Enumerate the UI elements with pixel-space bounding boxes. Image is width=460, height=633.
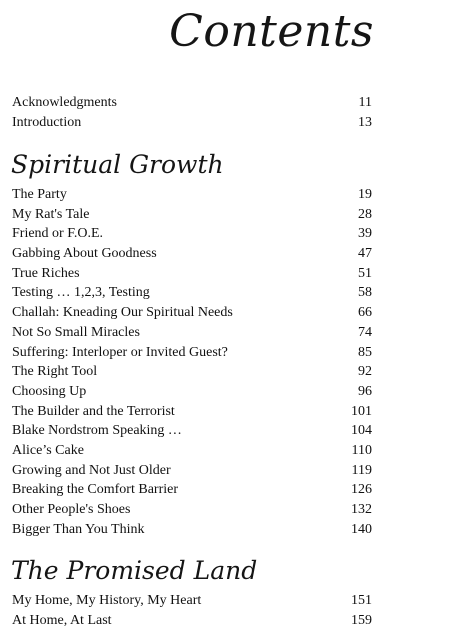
toc-entry-title: Testing … 1,2,3, Testing [12,285,150,301]
toc-entry-page-number: 47 [358,246,372,262]
front-matter-list [12,93,372,132]
toc-entry-page-number: 132 [351,502,372,517]
toc-entry-title: The Party [12,187,67,202]
toc-entry-page-number: 110 [351,442,372,458]
toc-entry [12,244,372,264]
toc-entry-page-number: 74 [358,324,372,340]
toc-entry [12,382,372,402]
toc-entry [12,362,372,382]
toc-entry [12,205,372,225]
toc-entry-title: Introduction [12,114,82,130]
toc-entry-page-number: 51 [358,265,372,281]
toc-entry-title: Other People's Shoes [12,502,131,517]
toc-entry-page-number: 101 [351,403,372,419]
toc-entry-title: Challah: Kneading Our Spiritual Needs [12,305,233,321]
toc-entry-title: The Builder and the Terrorist [12,403,175,419]
toc-entry-page-number: 151 [351,593,372,608]
toc-entry-page-number: 126 [351,482,372,498]
toc-entry [12,461,372,481]
toc-entry-page-number: 11 [358,95,372,110]
toc-entry-page-number: 96 [358,383,372,399]
section-heading-promised-land: The Promised Land [11,556,258,585]
toc-entry [12,113,372,133]
toc-entry-title: Acknowledgments [12,95,117,110]
toc-entry-title: Choosing Up [12,383,87,399]
toc-entry-page-number: 58 [358,285,372,301]
toc-entry [12,323,372,343]
toc-entry-page-number: 13 [358,114,372,130]
toc-entry-page-number: 19 [358,187,372,202]
toc-entry-page-number: 39 [358,226,372,242]
toc-entry-title: Bigger Than You Think [12,521,145,537]
toc-entry [12,520,372,540]
toc-entry-page-number: 140 [351,521,372,537]
toc-entry [12,402,372,422]
toc-entry-title: Alice’s Cake [12,442,84,458]
page-title: Contents [169,6,374,57]
toc-entry-page-number: 159 [351,612,372,628]
toc-entry [12,500,372,520]
toc-entry-title: Blake Nordstrom Speaking … [12,423,182,439]
section-list-promised-land [12,591,372,630]
toc-entry [12,421,372,441]
section-list-spiritual-growth [12,185,372,539]
toc-entry-page-number: 92 [358,364,372,380]
toc-entry-page-number: 85 [358,344,372,360]
toc-entry-title: At Home, At Last [12,612,112,628]
toc-entry [12,224,372,244]
toc-entry-page-number: 104 [351,423,372,439]
toc-entry-title: Growing and Not Just Older [12,462,171,478]
toc-entry-title: My Rat's Tale [12,206,90,222]
toc-entry-title: Suffering: Interloper or Invited Guest? [12,344,228,360]
toc-entry-title: True Riches [12,265,80,281]
toc-entry [12,591,372,611]
toc-entry-title: My Home, My History, My Heart [12,593,202,608]
toc-entry [12,480,372,500]
toc-entry-page-number: 28 [358,206,372,222]
toc-entry-page-number: 66 [358,305,372,321]
toc-entry-title: Not So Small Miracles [12,324,140,340]
toc-entry-title: Breaking the Comfort Barrier [12,482,179,498]
toc-entry-title: Friend or F.O.E. [12,226,104,242]
toc-entry-page-number: 119 [351,462,372,478]
toc-entry [12,303,372,323]
toc-entry [12,93,372,113]
toc-entry [12,185,372,205]
toc-entry [12,441,372,461]
toc-entry [12,283,372,303]
toc-entry [12,611,372,631]
section-heading-spiritual-growth: Spiritual Growth [11,150,224,179]
toc-entry-title: The Right Tool [12,364,98,380]
toc-entry-title: Gabbing About Goodness [12,246,157,262]
toc-entry [12,264,372,284]
toc-entry [12,343,372,363]
